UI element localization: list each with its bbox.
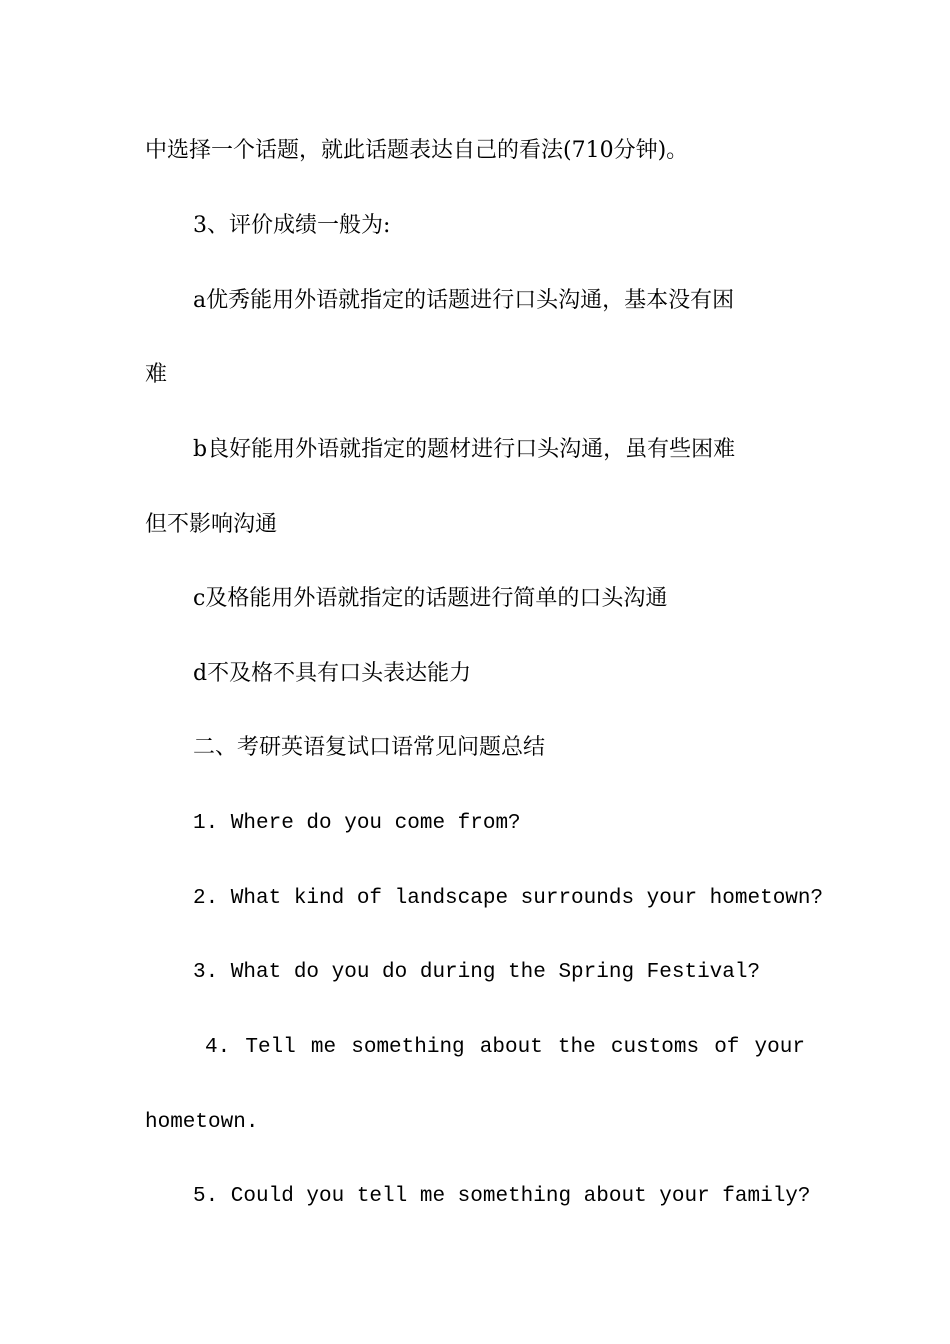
question-4-word: the (557, 1036, 596, 1059)
question-4-word: something (351, 1036, 465, 1059)
grade-c-line: c及格能用外语就指定的话题进行简单的口头沟通 (193, 586, 668, 611)
question-4-word: about (479, 1036, 543, 1059)
question-4-word: of (714, 1036, 740, 1059)
grade-b-line-2: 但不影响沟通 (145, 512, 278, 537)
text-line-1: 中选择一个话题，就此话题表达自己的看法(710分钟)。 (145, 138, 689, 163)
grade-a-line-2: 难 (145, 362, 168, 387)
question-4-word: Tell (245, 1036, 296, 1059)
section-heading-3: 3、评价成绩一般为: (193, 213, 391, 238)
question-3: 3. What do you do during the Spring Festival? (193, 961, 761, 984)
section-heading-2: 二、考研英语复试口语常见问题总结 (193, 735, 546, 760)
grade-d-line: d不及格不具有口头表达能力 (193, 661, 472, 686)
question-4-word: your (754, 1036, 805, 1059)
question-4-line-1 (143, 1033, 805, 1063)
question-2: 2. What kind of landscape surrounds your hometown? (193, 887, 824, 910)
question-4-word: 4. (205, 1036, 231, 1059)
grade-b-line-1: b良好能用外语就指定的题材进行口头沟通，虽有些困难 (193, 437, 736, 462)
question-4-word: me (310, 1036, 337, 1059)
question-1: 1. Where do you come from? (193, 812, 521, 835)
question-4-word: customs (610, 1036, 700, 1059)
question-4-line-2: hometown. (145, 1111, 259, 1134)
grade-a-line-1: a优秀能用外语就指定的话题进行口头沟通，基本没有困 (193, 288, 735, 313)
question-5: 5. Could you tell me something about your family? (193, 1185, 811, 1208)
